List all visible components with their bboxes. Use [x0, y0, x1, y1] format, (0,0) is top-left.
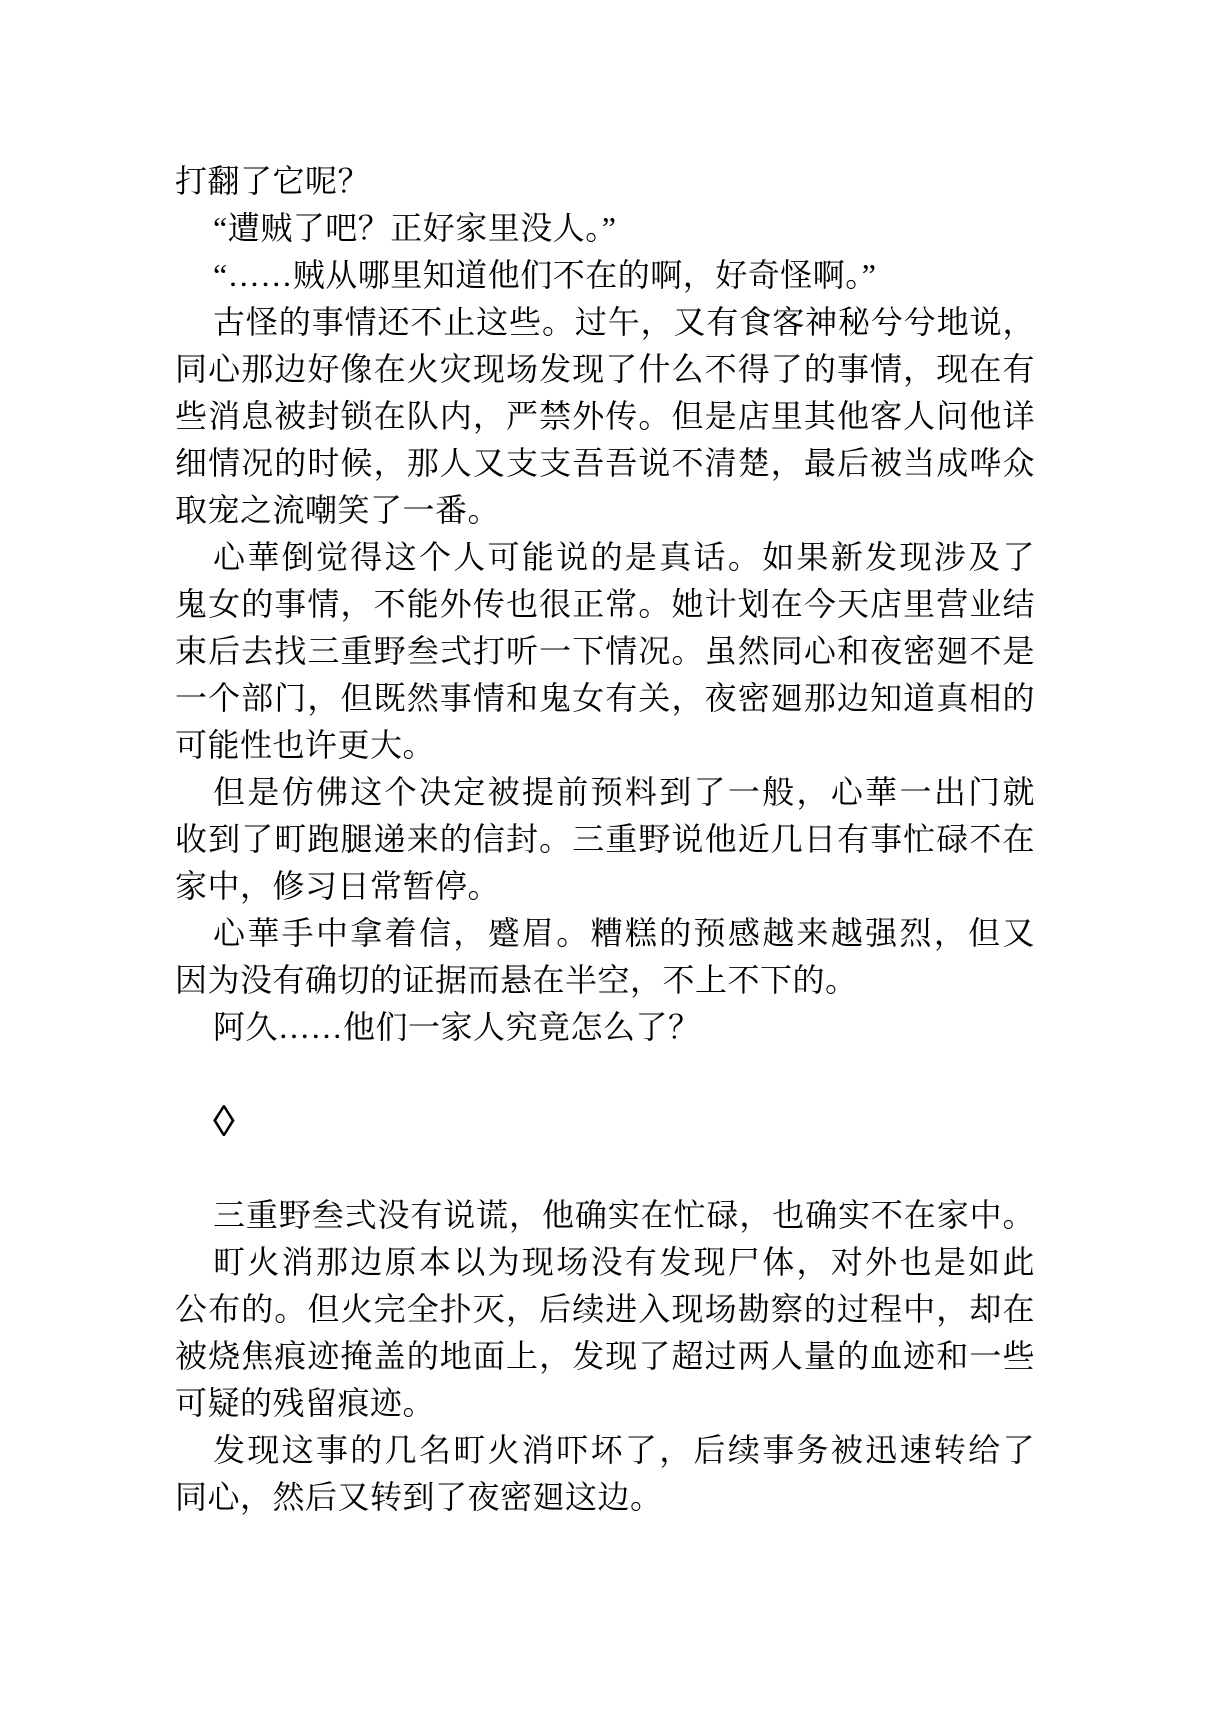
- text-line: 发现这事的几名町火消吓坏了，后续事务被迅速转给了: [213, 1432, 1035, 1468]
- text-line: 古怪的事情还不止这些。过午，又有食客神秘兮兮地说，: [213, 304, 1035, 340]
- blank-line: [175, 1051, 1035, 1098]
- text-line: 三重野叁弍没有说谎，他确实在忙碌，也确实不在家中。: [213, 1197, 1035, 1233]
- text-line: 可能性也许更大。: [175, 727, 436, 763]
- blank-line: [175, 1145, 1035, 1192]
- text-line: 束后去找三重野叁弍打听一下情况。虽然同心和夜密廻不是: [175, 633, 1035, 669]
- text-line: “遭贼了吧？正好家里没人。”: [213, 210, 617, 246]
- text-line: 细情况的时候，那人又支支吾吾说不清楚，最后被当成哗众: [175, 445, 1035, 481]
- text-line: 些消息被封锁在队内，严禁外传。但是店里其他客人问他详: [175, 398, 1035, 434]
- text-line: “……贼从哪里知道他们不在的啊，好奇怪啊。”: [213, 257, 877, 293]
- text-line: 家中，修习日常暂停。: [175, 868, 501, 904]
- text-line: 可疑的残留痕迹。: [175, 1385, 436, 1421]
- text-line: 町火消那边原本以为现场没有发现尸体，对外也是如此: [213, 1244, 1035, 1280]
- text-line: 被烧焦痕迹掩盖的地面上，发现了超过两人量的血迹和一些: [175, 1338, 1035, 1374]
- text-line: 同心那边好像在火灾现场发现了什么不得了的事情，现在有: [175, 351, 1035, 387]
- text-line: 收到了町跑腿递来的信封。三重野说他近几日有事忙碌不在: [175, 821, 1035, 857]
- section-divider: ◊: [213, 1097, 236, 1146]
- text-block: [175, 158, 1035, 1521]
- text-line: 但是仿佛这个决定被提前预料到了一般，心華一出门就: [213, 774, 1035, 810]
- text-line: 公布的。但火完全扑灭，后续进入现场勘察的过程中，却在: [175, 1291, 1035, 1327]
- text-line: 心華手中拿着信，蹙眉。糟糕的预感越来越强烈，但又: [213, 915, 1035, 951]
- text-line: 因为没有确切的证据而悬在半空，不上不下的。: [175, 962, 858, 998]
- text-line: 同心，然后又转到了夜密廻这边。: [175, 1479, 663, 1515]
- text-line: 一个部门，但既然事情和鬼女有关，夜密廻那边知道真相的: [175, 680, 1035, 716]
- text-line: 打翻了它呢？: [175, 163, 371, 199]
- text-line: 阿久……他们一家人究竟怎么了？: [213, 1009, 701, 1045]
- text-line: 心華倒觉得这个人可能说的是真话。如果新发现涉及了: [213, 539, 1035, 575]
- text-line: 取宠之流嘲笑了一番。: [175, 492, 501, 528]
- text-line: 鬼女的事情，不能外传也很正常。她计划在今天店里营业结: [175, 586, 1035, 622]
